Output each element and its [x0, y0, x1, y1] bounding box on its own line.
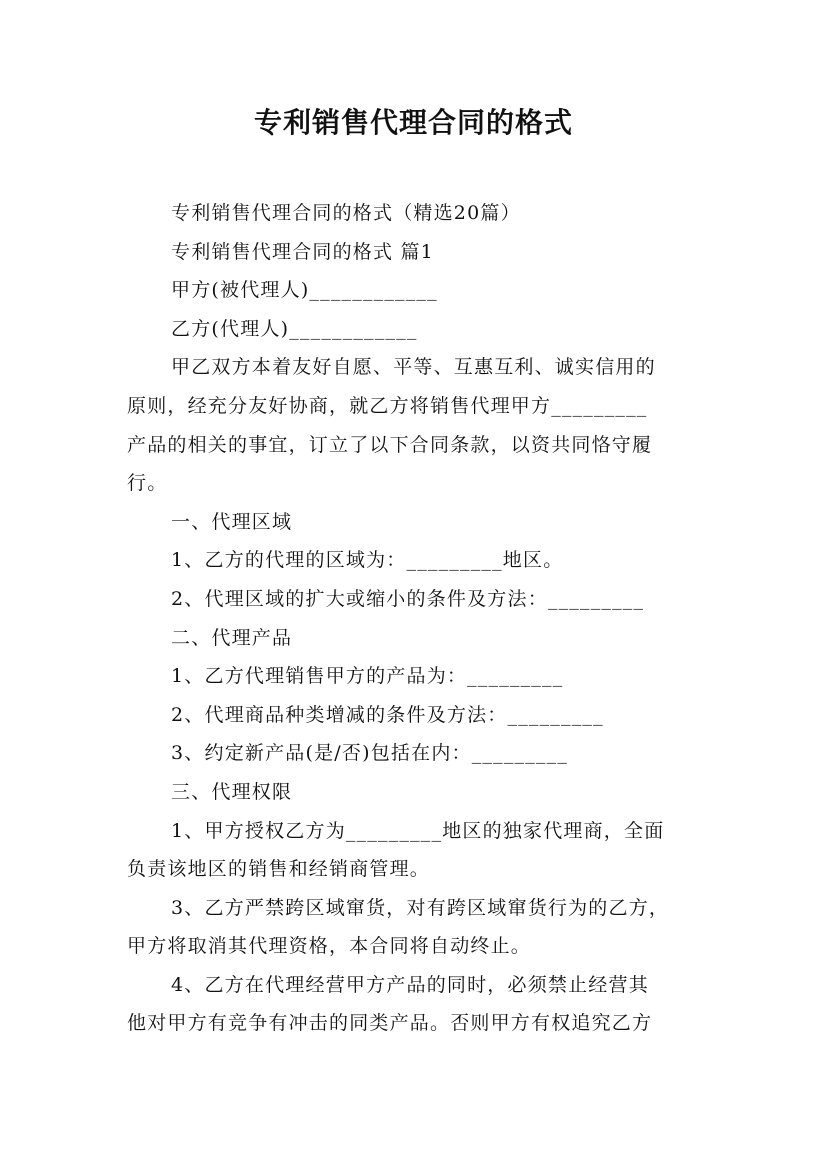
document-body — [127, 194, 707, 1043]
paragraph-line: 行。 — [127, 472, 168, 495]
paragraph-line: 三、代理权限 — [171, 780, 293, 803]
paragraph-line: 专利销售代理合同的格式 篇1 — [171, 240, 434, 263]
paragraph-line: 产品的相关的事宜，订立了以下合同条款，以资共同恪守履 — [127, 433, 653, 456]
paragraph-line: 1、乙方的代理的区域为：_________地区。 — [171, 549, 564, 572]
paragraph-line: 负责该地区的销售和经销商管理。 — [127, 858, 431, 881]
paragraph-line: 甲乙双方本着友好自愿、平等、互惠互利、诚实信用的 — [171, 356, 656, 379]
paragraph-line: 3、乙方严禁跨区域窜货，对有跨区域窜货行为的乙方， — [171, 896, 670, 919]
paragraph-line: 2、代理区域的扩大或缩小的条件及方法：_________ — [171, 587, 645, 610]
paragraph-line: 2、代理商品种类增减的条件及方法：_________ — [171, 703, 604, 726]
paragraph-line: 乙方(代理人)____________ — [171, 317, 418, 340]
paragraph-line: 1、甲方授权乙方为_________地区的独家代理商，全面 — [171, 819, 665, 842]
paragraph-line: 专利销售代理合同的格式（精选20篇） — [171, 202, 521, 224]
paragraph-line: 二、代理产品 — [171, 626, 293, 649]
paragraph-line: 一、代理区域 — [171, 510, 293, 533]
paragraph-line: 他对甲方有竞争有冲击的同类产品。否则甲方有权追究乙方 — [127, 1012, 653, 1035]
paragraph-line: 1、乙方代理销售甲方的产品为：_________ — [171, 665, 564, 688]
paragraph-line: 甲方将取消其代理资格，本合同将自动终止。 — [127, 935, 532, 958]
paragraph-line: 原则，经充分友好协商，就乙方将销售代理甲方_________ — [127, 394, 648, 417]
paragraph-line: 甲方(被代理人)____________ — [171, 279, 438, 302]
paragraph-line: 4、乙方在代理经营甲方产品的同时，必须禁止经营其 — [171, 973, 649, 996]
document-title: 专利销售代理合同的格式 — [253, 106, 573, 139]
paragraph-line: 3、约定新产品(是/否)包括在内：_________ — [171, 742, 569, 765]
